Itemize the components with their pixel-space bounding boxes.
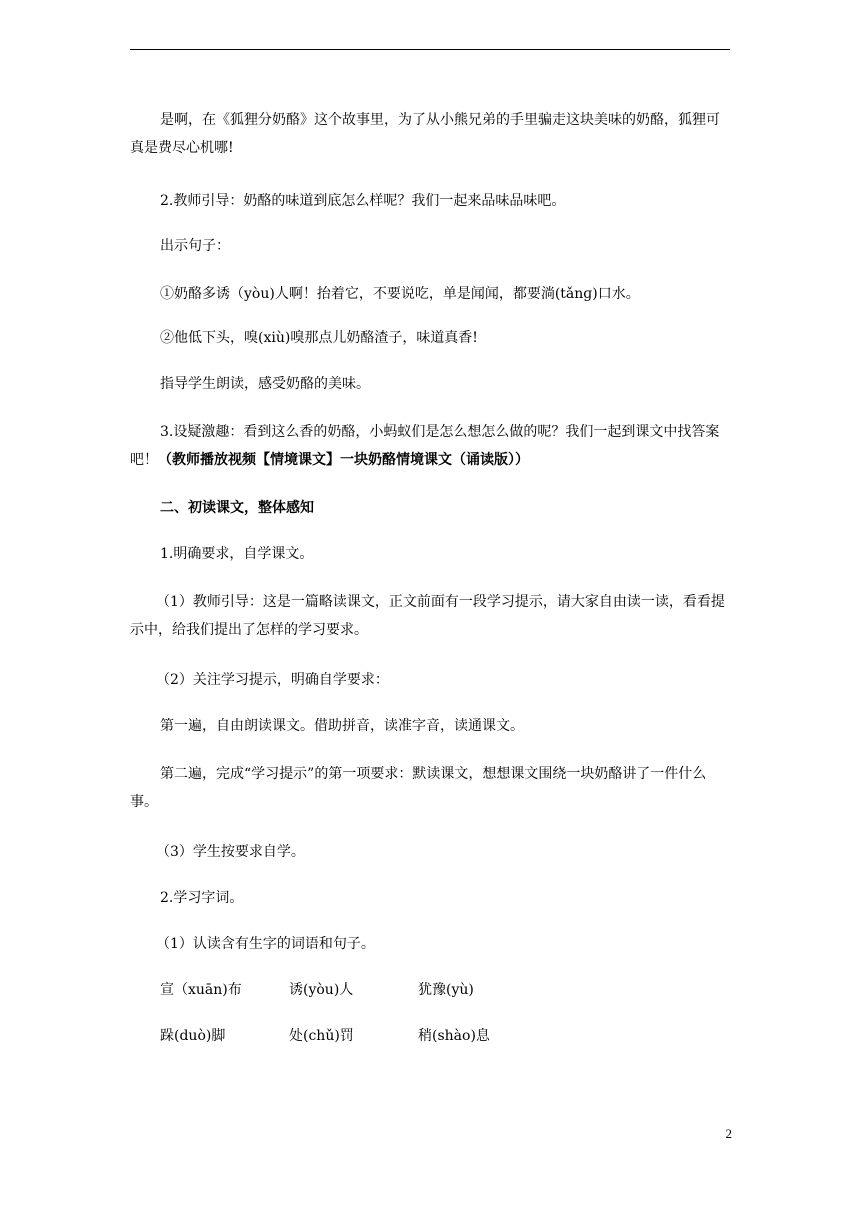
video-note: （教师播放视频【情境课文】一块奶酪情境课文（诵读版）） — [158, 452, 529, 468]
header-rule — [130, 49, 730, 50]
paragraph-step-1-2: （2）关注学习提示，明确自学要求： — [156, 672, 389, 688]
word-item: 跺(duò)脚 — [160, 1028, 226, 1044]
paragraph-step-1-1: （1）教师引导：这是一篇略读课文，正文前面有一段学习提示，请大家自由读一读，看看提示中，给我们提出了怎样的学习要求。 — [130, 594, 725, 638]
word-item: 稍(shào)息 — [418, 1028, 490, 1044]
paragraph-show-sentences: 出示句子： — [160, 238, 230, 254]
word-item: 处(chǔ)罚 — [289, 1028, 354, 1044]
section-heading: 二、初读课文，整体感知 — [160, 500, 314, 516]
paragraph-step-1: 1.明确要求，自学课文。 — [160, 546, 314, 562]
paragraph-read-aloud: 指导学生朗读，感受奶酪的美味。 — [160, 376, 370, 392]
paragraph-question — [130, 418, 730, 474]
page-number: 2 — [725, 1126, 732, 1141]
paragraph-intro: 是啊，在《狐狸分奶酪》这个故事里，为了从小熊兄弟的手里骗走这块美味的奶酪，狐狸可真是费尽心机哪! — [130, 112, 720, 156]
paragraph-first-read: 第一遍，自由朗读课文。借助拼音，读准字音，读通课文。 — [160, 718, 524, 734]
paragraph-step-2-1: （1）认读含有生字的词语和句子。 — [156, 936, 375, 952]
word-item: 诱(yòu)人 — [289, 982, 354, 998]
sentence-one: ①奶酪多诱（yòu)人啊！抬着它，不要说吃，单是闻闻，都要淌(tǎnɡ)口水。 — [160, 286, 640, 302]
paragraph-step-2: 2.学习字词。 — [160, 890, 244, 906]
paragraph-teacher-guide: 2.教师引导：奶酪的味道到底怎么样呢？我们一起来品味品味吧。 — [160, 193, 566, 209]
word-item: 宣（xuān)布 — [160, 982, 242, 998]
paragraph-step-1-3: （3）学生按要求自学。 — [156, 844, 305, 860]
question-text: 3.设疑激趣：看到这么香的奶酪，小蚂蚁们是怎么想怎么做的呢？我们一起到课文中找答案吧！ — [130, 424, 720, 468]
paragraph-second-read: 第二遍，完成“学习提示”的第一项要求：默读课文，想想课文围绕一块奶酪讲了一件什么事。 — [130, 766, 707, 810]
sentence-two: ②他低下头，嗅(xiù)嗅那点儿奶酪渣子，味道真香! — [160, 330, 478, 346]
word-item: 犹豫(yù) — [418, 982, 474, 998]
